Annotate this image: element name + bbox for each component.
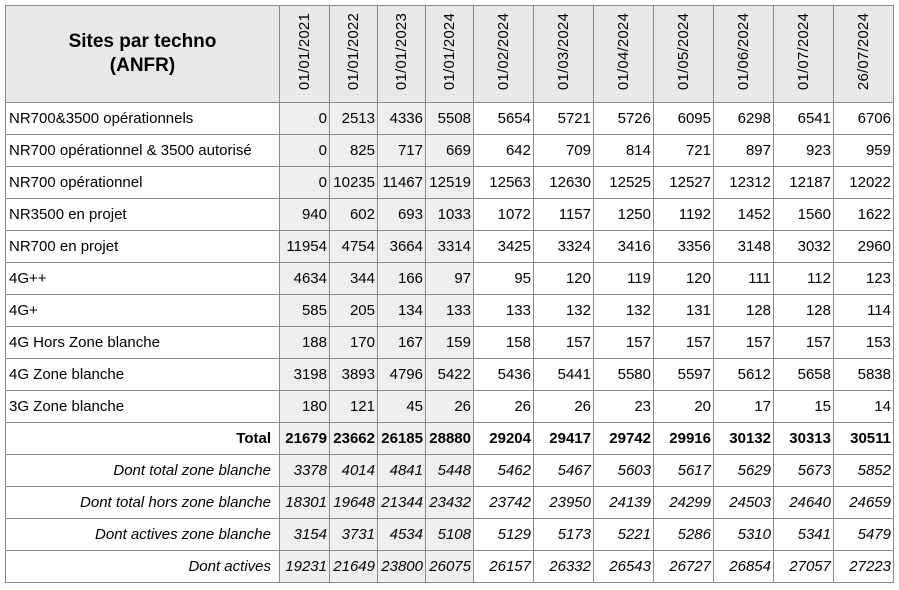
value-cell: 1072 [474,199,534,231]
value-cell: 12187 [774,167,834,199]
value-cell: 5612 [714,359,774,391]
value-cell: 3664 [378,231,426,263]
row-label: Dont actives zone blanche [6,519,280,551]
value-cell: 5838 [834,359,894,391]
value-cell: 29916 [654,423,714,455]
date-header-label: 01/04/2024 [615,13,632,91]
value-cell: 23662 [330,423,378,455]
value-cell: 3416 [594,231,654,263]
value-cell: 26332 [534,551,594,583]
value-cell: 133 [426,295,474,327]
row-label: 4G++ [6,263,280,295]
value-cell: 112 [774,263,834,295]
value-cell: 5726 [594,103,654,135]
table-header [6,6,894,103]
value-cell: 3356 [654,231,714,263]
value-cell: 159 [426,327,474,359]
value-cell: 10235 [330,167,378,199]
table-row [6,391,894,423]
value-cell: 721 [654,135,714,167]
table-row [6,359,894,391]
value-cell: 205 [330,295,378,327]
value-cell: 26854 [714,551,774,583]
value-cell: 3324 [534,231,594,263]
value-cell: 669 [426,135,474,167]
row-label: 4G Zone blanche [6,359,280,391]
date-header-0 [280,6,330,103]
value-cell: 6541 [774,103,834,135]
value-cell: 5721 [534,103,594,135]
value-cell: 2960 [834,231,894,263]
date-header-label: 01/03/2024 [555,13,572,91]
dont-row [6,551,894,583]
value-cell: 26157 [474,551,534,583]
row-label: 4G Hors Zone blanche [6,327,280,359]
date-header-label: 01/01/2024 [441,13,458,91]
value-cell: 5479 [834,519,894,551]
table-row [6,295,894,327]
value-cell: 3425 [474,231,534,263]
table-row [6,135,894,167]
value-cell: 120 [654,263,714,295]
value-cell: 133 [474,295,534,327]
dont-row [6,519,894,551]
value-cell: 2513 [330,103,378,135]
value-cell: 166 [378,263,426,295]
value-cell: 19648 [330,487,378,519]
row-label: NR700&3500 opérationnels [6,103,280,135]
value-cell: 114 [834,295,894,327]
value-cell: 12630 [534,167,594,199]
value-cell: 5436 [474,359,534,391]
table-row [6,327,894,359]
row-label: Total [6,423,280,455]
value-cell: 157 [534,327,594,359]
date-header-label: 01/05/2024 [675,13,692,91]
row-label: NR700 en projet [6,231,280,263]
value-cell: 30511 [834,423,894,455]
value-cell: 4841 [378,455,426,487]
value-cell: 18301 [280,487,330,519]
sites-table-container [5,5,894,583]
value-cell: 5508 [426,103,474,135]
value-cell: 814 [594,135,654,167]
value-cell: 5629 [714,455,774,487]
value-cell: 1622 [834,199,894,231]
sites-par-techno-table [5,5,894,583]
value-cell: 11467 [378,167,426,199]
value-cell: 21649 [330,551,378,583]
value-cell: 0 [280,135,330,167]
value-cell: 158 [474,327,534,359]
value-cell: 4754 [330,231,378,263]
value-cell: 29742 [594,423,654,455]
value-cell: 5603 [594,455,654,487]
value-cell: 1452 [714,199,774,231]
value-cell: 5108 [426,519,474,551]
table-title-line1: Sites par techno [68,31,217,52]
value-cell: 20 [654,391,714,423]
row-label: NR3500 en projet [6,199,280,231]
value-cell: 26 [426,391,474,423]
value-cell: 167 [378,327,426,359]
date-header-7 [654,6,714,103]
table-row [6,263,894,295]
value-cell: 28880 [426,423,474,455]
table-row [6,103,894,135]
date-header-label: 26/07/2024 [855,13,872,91]
value-cell: 23742 [474,487,534,519]
date-header-6 [594,6,654,103]
date-header-4 [474,6,534,103]
value-cell: 3154 [280,519,330,551]
date-header-10 [834,6,894,103]
value-cell: 897 [714,135,774,167]
value-cell: 5448 [426,455,474,487]
date-header-5 [534,6,594,103]
value-cell: 24640 [774,487,834,519]
table-title-line2: (ANFR) [109,55,176,76]
value-cell: 6298 [714,103,774,135]
value-cell: 923 [774,135,834,167]
value-cell: 825 [330,135,378,167]
value-cell: 1560 [774,199,834,231]
value-cell: 5580 [594,359,654,391]
row-label: 4G+ [6,295,280,327]
value-cell: 4796 [378,359,426,391]
value-cell: 12525 [594,167,654,199]
value-cell: 1033 [426,199,474,231]
table-title [6,6,280,103]
value-cell: 23 [594,391,654,423]
value-cell: 27223 [834,551,894,583]
row-label: Dont actives [6,551,280,583]
date-header-1 [330,6,378,103]
value-cell: 121 [330,391,378,423]
value-cell: 30313 [774,423,834,455]
value-cell: 21679 [280,423,330,455]
value-cell: 4336 [378,103,426,135]
value-cell: 709 [534,135,594,167]
value-cell: 6706 [834,103,894,135]
value-cell: 3378 [280,455,330,487]
date-header-label: 01/02/2024 [495,13,512,91]
value-cell: 3314 [426,231,474,263]
value-cell: 12519 [426,167,474,199]
value-cell: 17 [714,391,774,423]
value-cell: 132 [534,295,594,327]
value-cell: 188 [280,327,330,359]
value-cell: 5441 [534,359,594,391]
table-row [6,231,894,263]
value-cell: 3731 [330,519,378,551]
value-cell: 157 [654,327,714,359]
value-cell: 26 [534,391,594,423]
value-cell: 3032 [774,231,834,263]
date-header-3 [426,6,474,103]
value-cell: 24299 [654,487,714,519]
value-cell: 97 [426,263,474,295]
value-cell: 134 [378,295,426,327]
value-cell: 119 [594,263,654,295]
value-cell: 4634 [280,263,330,295]
value-cell: 3148 [714,231,774,263]
value-cell: 24659 [834,487,894,519]
value-cell: 5462 [474,455,534,487]
value-cell: 959 [834,135,894,167]
value-cell: 5467 [534,455,594,487]
date-header-label: 01/01/2021 [296,13,313,91]
value-cell: 45 [378,391,426,423]
value-cell: 128 [714,295,774,327]
value-cell: 12312 [714,167,774,199]
value-cell: 3198 [280,359,330,391]
value-cell: 6095 [654,103,714,135]
date-header-9 [774,6,834,103]
value-cell: 5422 [426,359,474,391]
value-cell: 5286 [654,519,714,551]
value-cell: 111 [714,263,774,295]
value-cell: 642 [474,135,534,167]
dont-row [6,455,894,487]
value-cell: 153 [834,327,894,359]
value-cell: 24503 [714,487,774,519]
value-cell: 180 [280,391,330,423]
value-cell: 157 [594,327,654,359]
value-cell: 5221 [594,519,654,551]
value-cell: 21344 [378,487,426,519]
value-cell: 170 [330,327,378,359]
value-cell: 15 [774,391,834,423]
date-header-2 [378,6,426,103]
value-cell: 5617 [654,455,714,487]
value-cell: 0 [280,103,330,135]
value-cell: 120 [534,263,594,295]
date-header-label: 01/01/2023 [393,13,410,91]
value-cell: 5658 [774,359,834,391]
value-cell: 344 [330,263,378,295]
value-cell: 123 [834,263,894,295]
value-cell: 717 [378,135,426,167]
value-cell: 29204 [474,423,534,455]
value-cell: 11954 [280,231,330,263]
value-cell: 23432 [426,487,474,519]
value-cell: 5673 [774,455,834,487]
value-cell: 26 [474,391,534,423]
date-header-label: 01/07/2024 [795,13,812,91]
value-cell: 132 [594,295,654,327]
row-label: Dont total hors zone blanche [6,487,280,519]
value-cell: 5173 [534,519,594,551]
value-cell: 1192 [654,199,714,231]
value-cell: 602 [330,199,378,231]
value-cell: 5310 [714,519,774,551]
value-cell: 23800 [378,551,426,583]
value-cell: 157 [714,327,774,359]
value-cell: 5341 [774,519,834,551]
value-cell: 157 [774,327,834,359]
dont-row [6,487,894,519]
row-label: NR700 opérationnel & 3500 autorisé [6,135,280,167]
value-cell: 12563 [474,167,534,199]
table-body [6,103,894,583]
value-cell: 24139 [594,487,654,519]
value-cell: 23950 [534,487,594,519]
value-cell: 27057 [774,551,834,583]
value-cell: 693 [378,199,426,231]
value-cell: 0 [280,167,330,199]
value-cell: 128 [774,295,834,327]
row-label: 3G Zone blanche [6,391,280,423]
row-label: NR700 opérationnel [6,167,280,199]
row-label: Dont total zone blanche [6,455,280,487]
value-cell: 14 [834,391,894,423]
value-cell: 4534 [378,519,426,551]
header-row [6,6,894,103]
value-cell: 585 [280,295,330,327]
value-cell: 29417 [534,423,594,455]
value-cell: 12022 [834,167,894,199]
value-cell: 26185 [378,423,426,455]
value-cell: 26075 [426,551,474,583]
value-cell: 5654 [474,103,534,135]
value-cell: 5597 [654,359,714,391]
table-row [6,167,894,199]
value-cell: 26727 [654,551,714,583]
table-row [6,199,894,231]
value-cell: 19231 [280,551,330,583]
value-cell: 5129 [474,519,534,551]
value-cell: 1250 [594,199,654,231]
value-cell: 4014 [330,455,378,487]
value-cell: 3893 [330,359,378,391]
value-cell: 26543 [594,551,654,583]
value-cell: 12527 [654,167,714,199]
value-cell: 30132 [714,423,774,455]
date-header-label: 01/06/2024 [735,13,752,91]
value-cell: 95 [474,263,534,295]
date-header-8 [714,6,774,103]
value-cell: 131 [654,295,714,327]
value-cell: 5852 [834,455,894,487]
value-cell: 940 [280,199,330,231]
date-header-label: 01/01/2022 [345,13,362,91]
value-cell: 1157 [534,199,594,231]
total-row [6,423,894,455]
